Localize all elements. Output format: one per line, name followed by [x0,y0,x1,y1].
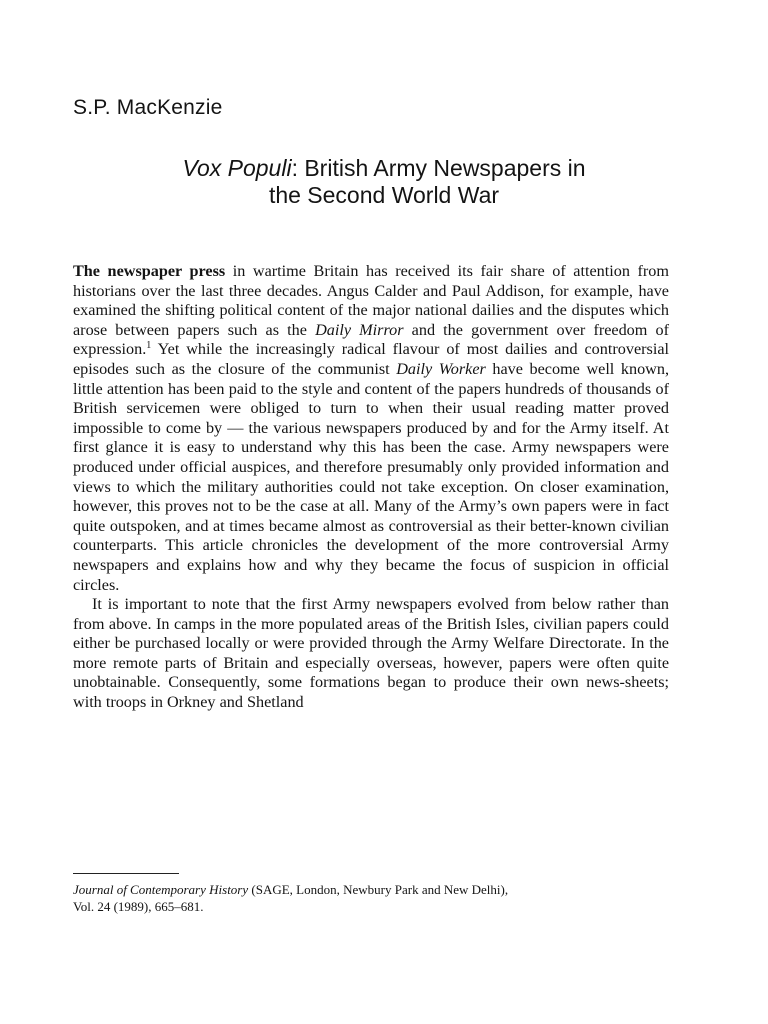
title-italic: Vox Populi [182,155,292,181]
title-line-2: the Second World War [268,182,500,208]
journal-name: Journal of Contemporary History [73,882,249,897]
footnote-divider [73,873,179,874]
footnote-line-1 [73,881,673,898]
paragraph-1-text-a: in wartime Britain has received its fair share of attention from historians over the last three decades. Angus Calder and Paul Addison, for example, have examined the shifting political content of the major national dailies and the disputes which arose between papers such as the [73,262,669,339]
paragraph-1-text-c: Yet while the increasingly radical flavour of most dailies and controversial episodes such as the closure of the communist [73,340,669,378]
title-line-1-rest: : British Army Newspapers in [291,155,586,181]
author-name: S.P. MacKenzie [73,96,223,119]
paragraph-1-text-b: and the government over freedom of expression. [73,320,669,359]
article-body [73,262,669,713]
footnote-marker: 1 [146,340,152,352]
paragraph-2: It is important to note that the first Army newspapers evolved from below rather than from above. In camps in the more populated areas of the British Isles, civilian papers could either be purchased locally or were provided through the Army Welfare Directorate. In the more remote parts of Britain and especially overseas, however, papers were often quite unobtainable. Consequently, some formations began to produce their own news-sheets; with troops in Orkney and Shetland [73,595,669,712]
newspaper-title-daily-mirror: Daily Mirror [315,320,404,339]
publisher-info: (SAGE, London, Newbury Park and New Delhi), [248,882,509,897]
paragraph-1 [73,262,669,595]
article-title [70,155,698,209]
paragraph-1-text-d: have become well known, little attention has been paid to the style and content of the papers hundreds of thousands of British servicemen were obliged to turn to when their usual reading matter proved impossible to come by — the various newspapers produced by and for the Army itself. At first glance it is easy to understand why this has been the case. Army newspapers were produced under official auspices, and therefore presumably only provided information and views to which the military authorities could not take exception. On closer examination, however, this proves not to be the case at all. Many of the Army’s own papers were in fact quite outspoken, and at times became almost as controversial as their better-known civilian counterparts. This article chronicles the development of the more controversial Army newspapers and explains how and why they became the focus of suspicion in official circles. [73,359,669,594]
newspaper-title-daily-worker: Daily Worker [396,359,486,378]
citation-footnote [73,881,673,915]
title-line-1 [70,155,698,182]
volume-info: Vol. 24 (1989), 665–681. [73,899,204,914]
lead-in: The newspaper press [73,262,226,280]
